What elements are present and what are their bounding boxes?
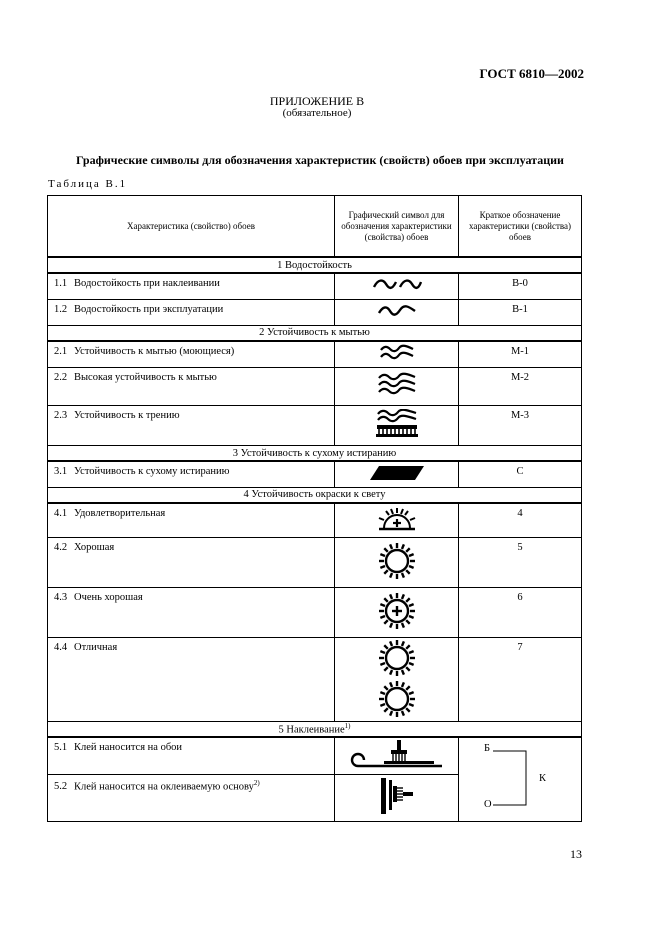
row-characteristic: 4.2 Хорошая [48, 538, 335, 588]
table-row [48, 273, 582, 299]
sun-plus-icon [335, 588, 459, 638]
section-title: 3 Устойчивость к сухому истиранию [48, 446, 582, 462]
section-title: 1 Водостойкость [48, 257, 582, 273]
row-characteristic: 2.1 Устойчивость к мытью (моющиеся) [48, 341, 335, 368]
column-header-symbol: Графический символ для обозначения характеристики (свойства) обоев [335, 196, 459, 258]
table-row [48, 406, 582, 446]
row-characteristic: 2.2 Высокая устойчивость к мытью [48, 368, 335, 406]
table-row [48, 461, 582, 487]
table-row [48, 341, 582, 368]
table-label: Таблица В.1 [48, 178, 128, 190]
row-code: 6 [459, 588, 582, 638]
bracket-label-bottom: О [484, 799, 492, 810]
row-characteristic: 1.1 Водостойкость при наклеивании [48, 273, 335, 299]
row-characteristic: 5.2 Клей наносится на оклеиваемую основу$^{2)}$ [48, 774, 335, 821]
row-code: М-2 [459, 368, 582, 406]
row-characteristic: 5.1 Клей наносится на обои [48, 737, 335, 774]
section-title: 5 Наклеивание$^{1)}$ [48, 722, 582, 738]
double-sun-icon [335, 638, 459, 722]
water-resistant-use-icon [335, 299, 459, 325]
column-header-code: Краткое обозначение характеристики (свойства) обоев [459, 196, 582, 258]
column-header-characteristic: Характеристика (свойство) обоев [48, 196, 335, 258]
row-characteristic: 2.3 Устойчивость к трению [48, 406, 335, 446]
bracket-label-top: Б [484, 743, 491, 754]
dry-abrasion-icon [335, 461, 459, 487]
appendix-subtitle: (обязательное) [282, 107, 352, 119]
row-characteristic: 3.1 Устойчивость к сухому истиранию [48, 461, 335, 487]
document-title: Графические символы для обозначения характеристик (свойств) обоев при эксплуатации [76, 153, 564, 167]
section-header [48, 325, 582, 341]
page-number: 13 [570, 847, 582, 861]
bracket-label-right: К [539, 773, 547, 784]
scrub-resistant-icon [335, 406, 459, 446]
appendix-title: ПРИЛОЖЕНИЕ В [269, 94, 365, 108]
table-row [48, 368, 582, 406]
row-code: В-0 [459, 273, 582, 299]
water-resistant-hanging-icon [335, 273, 459, 299]
section-header [48, 487, 582, 503]
appendix-heading [0, 95, 634, 119]
row-code: 4 [459, 503, 582, 538]
section-header [48, 446, 582, 462]
standard-number: ГОСТ 6810—2002 [479, 66, 584, 81]
section-title: 4 Устойчивость окраски к свету [48, 487, 582, 503]
sun-icon [335, 538, 459, 588]
table-row [48, 503, 582, 538]
paste-the-paper-icon [335, 737, 459, 774]
row-characteristic: 4.4 Отличная [48, 638, 335, 722]
table-row [48, 588, 582, 638]
section-header [48, 722, 582, 738]
row-code: М-3 [459, 406, 582, 446]
row-code: М-1 [459, 341, 582, 368]
symbols-table [47, 195, 582, 822]
table-row [48, 538, 582, 588]
washable-icon [335, 341, 459, 368]
paste-the-wall-icon [335, 774, 459, 821]
half-sun-plus-icon [335, 503, 459, 538]
row-code: 5 [459, 538, 582, 588]
row-characteristic: 4.3 Очень хорошая [48, 588, 335, 638]
section-title: 2 Устойчивость к мытью [48, 325, 582, 341]
extra-washable-icon [335, 368, 459, 406]
table-row [48, 299, 582, 325]
table-header-row [48, 196, 582, 258]
section-header [48, 257, 582, 273]
row-characteristic: 1.2 Водостойкость при эксплуатации [48, 299, 335, 325]
application-bracket [459, 737, 582, 821]
row-characteristic: 4.1 Удовлетворительная [48, 503, 335, 538]
row-code: 7 [459, 638, 582, 722]
table-row [48, 737, 582, 774]
table-row [48, 638, 582, 722]
row-code: В-1 [459, 299, 582, 325]
row-code: С [459, 461, 582, 487]
